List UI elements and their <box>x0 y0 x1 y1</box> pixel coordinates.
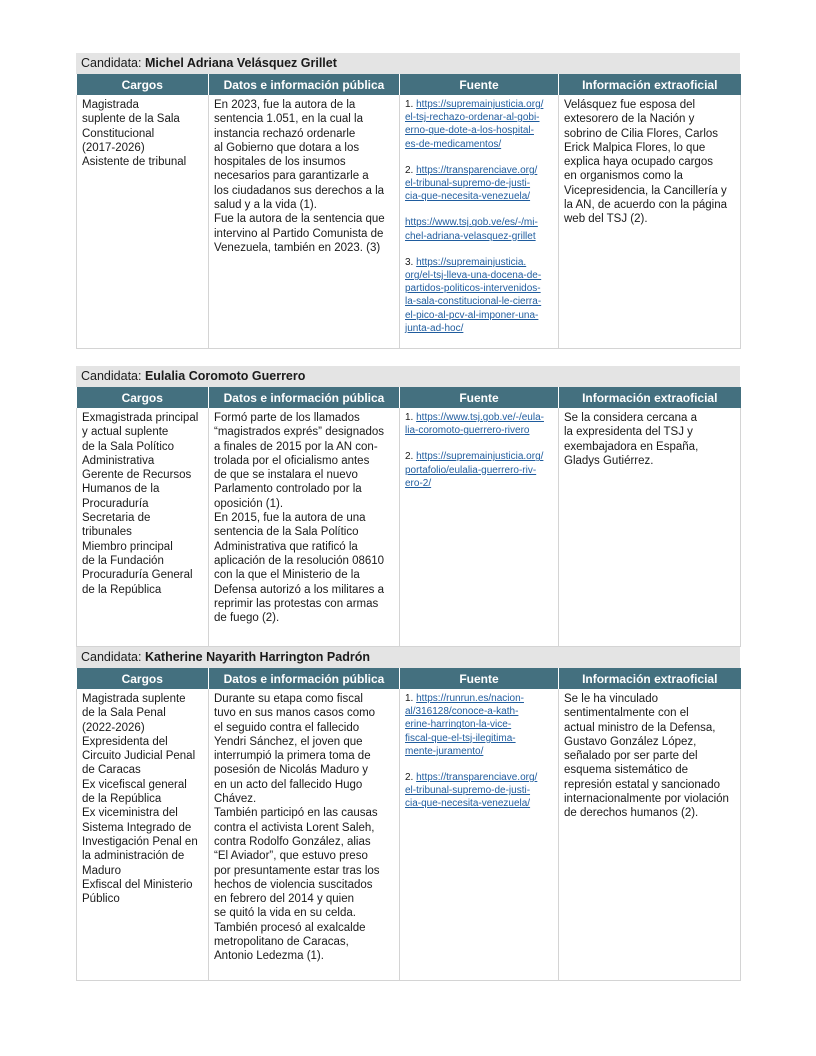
text-line: los ciudadanos sus derechos a la <box>214 184 385 197</box>
text-line: en organismos como la <box>564 170 683 183</box>
source-link[interactable]: al/316128/conoce-a-kath- <box>405 706 519 718</box>
source-link[interactable]: portafolio/eulalia-guerrero-riv- <box>405 464 537 476</box>
source-number: 3. <box>405 256 417 268</box>
text-line: Magistrada suplente <box>82 693 186 705</box>
candidate-section <box>76 366 740 646</box>
candidate-table <box>76 74 741 349</box>
text-line: en un acto del fallecido Hugo <box>214 778 363 791</box>
text-line: Yendri Sánchez, el joven que <box>214 735 363 748</box>
text-line: de la Sala Político <box>82 440 175 453</box>
text-line: en febrero del 2014 y quien <box>214 893 355 906</box>
text-line: por presuntamente estar tras los <box>214 864 380 877</box>
text-line: trolada por el oficialismo antes <box>214 454 370 467</box>
source-link[interactable]: cia-que-necesita-venezuela/ <box>405 798 531 810</box>
header-extraoficial: Información extraoficial <box>559 74 741 95</box>
source-link[interactable]: ero-2/ <box>405 477 432 489</box>
text-line: Gladys Gutiérrez. <box>564 454 654 467</box>
text-line: Fue la autora de la sentencia que <box>214 213 385 226</box>
text-line: esquema sistemático de <box>564 764 689 777</box>
text-line: Administrativa que ratificó la <box>214 540 358 553</box>
header-datos: Datos e información pública <box>209 668 400 689</box>
text-line: Ex viceministra del <box>82 807 178 820</box>
text-line: exembajadora en España, <box>564 440 699 453</box>
text-line: Magistrada <box>82 99 139 111</box>
text-line: Se le ha vinculado <box>564 693 658 705</box>
extraoficial-cell <box>559 689 741 981</box>
text-line: oposición (1). <box>214 497 284 510</box>
datos-cell <box>209 95 400 349</box>
text-line: Erick Malpica Flores, lo que <box>564 141 706 154</box>
source-number: 1. <box>405 99 417 110</box>
text-line: a finales de 2015 por la AN con- <box>214 440 378 453</box>
source-link[interactable]: org/el-tsj-lleva-una-docena-de- <box>405 270 542 282</box>
candidate-section <box>76 647 740 980</box>
text-line: metropolitano de Caracas, <box>214 936 349 949</box>
text-line: Exmagistrada principal <box>82 412 199 424</box>
text-line: con la que el Ministerio de la <box>214 569 360 582</box>
text-line: de fuego (2). <box>214 612 280 625</box>
extraoficial-cell <box>559 95 741 349</box>
text-line: Expresidenta del <box>82 735 168 748</box>
text-line: la expresidenta del TSJ y <box>564 426 693 439</box>
source-item <box>405 771 553 811</box>
text-line: También procesó al exalcalde <box>214 921 366 934</box>
text-line: “El Aviador”, que estuvo preso <box>214 850 368 863</box>
candidate-bar <box>76 647 740 668</box>
datos-cell <box>209 408 400 647</box>
text-line: sobrino de Cilia Flores, Carlos <box>564 127 719 140</box>
source-item <box>405 256 553 335</box>
source-link[interactable]: el-tribunal-supremo-de-justi- <box>405 785 531 797</box>
source-link[interactable]: erine-harrington-la-vice- <box>405 719 512 731</box>
text-line: la AN, de acuerdo con la página <box>564 199 728 212</box>
text-line: al Gobierno que dotara a los <box>214 141 360 154</box>
text-line: interrumpió la primera toma de <box>214 750 371 763</box>
text-line: Durante su etapa como fiscal <box>214 693 363 705</box>
source-link[interactable]: https://supremainjusticia.org/ <box>416 451 544 463</box>
source-number: 1. <box>405 693 417 704</box>
candidate-table <box>76 387 741 647</box>
source-number: 2. <box>405 772 417 784</box>
text-line: “magistrados exprés” designados <box>214 426 385 439</box>
source-link[interactable]: https://transparenciave.org/ <box>416 772 538 784</box>
text-line: sentimentalmente con el <box>564 707 689 720</box>
candidate-label: Candidata: <box>81 650 145 664</box>
text-line: actual ministro de la Defensa, <box>564 721 716 734</box>
fuente-cell <box>400 95 559 349</box>
source-item <box>405 216 553 242</box>
source-link[interactable]: lia-coromoto-guerrero-rivero <box>405 425 530 437</box>
text-line: se quitó la vida en su celda. <box>214 907 356 920</box>
text-line: de la Sala Penal <box>82 707 166 720</box>
source-link[interactable]: partidos-politicos-intervenidos- <box>405 283 541 295</box>
header-fuente: Fuente <box>400 668 559 689</box>
text-line: reprimir las protestas con armas <box>214 597 379 610</box>
header-datos: Datos e información pública <box>209 74 400 95</box>
text-line: (2022-2026) <box>82 721 145 734</box>
text-line: Asistente de tribunal <box>82 156 187 169</box>
extraoficial-cell <box>559 408 741 647</box>
source-link[interactable]: https://www.tsj.gob.ve/es/-/mi- <box>405 217 538 229</box>
text-line: Formó parte de los llamados <box>214 412 360 424</box>
header-fuente: Fuente <box>400 74 559 95</box>
text-line: instancia rechazó ordenarle <box>214 127 356 140</box>
text-line: Secretaria de <box>82 512 151 525</box>
text-line: represión estatal y sancionado <box>564 778 720 791</box>
source-link[interactable]: https://runrun.es/nacion- <box>416 693 524 704</box>
source-item <box>405 164 553 204</box>
text-line: el seguido contra el fallecido <box>214 721 360 734</box>
source-link[interactable]: el-tribunal-supremo-de-justi- <box>405 178 531 190</box>
text-line: También participó en las causas <box>214 807 378 820</box>
text-line: tribunales <box>82 526 132 539</box>
text-line: de la Fundación <box>82 554 164 567</box>
text-line: Se la considera cercana a <box>564 412 697 424</box>
header-datos: Datos e información pública <box>209 387 400 408</box>
text-line: de derechos humanos (2). <box>564 807 699 820</box>
fuente-cell <box>400 689 559 981</box>
text-line: internacionalmente por violación <box>564 793 729 806</box>
text-line: Sistema Integrado de <box>82 821 192 834</box>
text-line: En 2015, fue la autora de una <box>214 512 366 525</box>
source-link[interactable]: https://www.tsj.gob.ve/-/eula- <box>416 412 544 423</box>
text-line: sentencia 1.051, en la cual la <box>214 113 363 126</box>
candidate-name: Katherine Nayarith Harrington Padrón <box>144 650 370 664</box>
text-line: extesorero de la Nación y <box>564 113 695 126</box>
text-line: Investigación Penal en <box>82 835 198 848</box>
text-line: de Caracas <box>82 764 141 777</box>
source-number: 2. <box>405 451 417 463</box>
text-line: contra el activista Lorent Saleh, <box>214 821 375 834</box>
text-line: suplente de la Sala <box>82 113 180 126</box>
text-line: de la República <box>82 583 162 596</box>
text-line: (2017-2026) <box>82 141 145 154</box>
candidate-name: Eulalia Coromoto Guerrero <box>144 369 306 383</box>
text-line: Maduro <box>82 864 121 877</box>
text-line: Gustavo González López, <box>564 735 697 748</box>
source-link[interactable]: fiscal-que-el-tsj-ilegitima- <box>405 732 516 744</box>
text-line: Defensa autorizó a los militares a <box>214 583 385 596</box>
header-extraoficial: Información extraoficial <box>559 387 741 408</box>
text-line: y actual suplente <box>82 426 169 439</box>
source-item <box>405 692 553 758</box>
text-line: hechos de violencia suscitados <box>214 878 373 891</box>
text-line: Antonio Ledezma (1). <box>214 950 324 963</box>
text-line: la administración de <box>82 850 185 863</box>
text-line: Gerente de Recursos <box>82 469 192 482</box>
candidate-section <box>76 53 740 345</box>
source-link[interactable]: https://supremainjusticia.org/ <box>416 99 544 110</box>
text-line: Humanos de la <box>82 483 160 496</box>
candidate-bar <box>76 53 740 74</box>
source-link[interactable]: cia-que-necesita-venezuela/ <box>405 191 531 203</box>
text-line: Velásquez fue esposa del <box>564 99 696 111</box>
text-line: contra Rodolfo González, alias <box>214 835 371 848</box>
text-line: hospitales de los insumos <box>214 156 346 169</box>
text-line: web del TSJ (2). <box>564 213 648 226</box>
datos-cell <box>209 689 400 981</box>
source-link[interactable]: https://transparenciave.org/ <box>416 164 538 176</box>
candidate-label: Candidata: <box>81 369 145 383</box>
text-line: Procuraduría General <box>82 569 193 582</box>
text-line: Exfiscal del Ministerio <box>82 878 193 891</box>
source-link[interactable]: el-tsj-rechazo-ordenar-al-gobi- <box>405 112 540 124</box>
source-number: 2. <box>405 164 417 176</box>
text-line: Ex vicefiscal general <box>82 778 187 791</box>
source-number: 1. <box>405 412 417 423</box>
text-line: Vicepresidencia, la Cancillería y <box>564 184 727 197</box>
source-link[interactable]: es-de-medicamentos/ <box>405 138 502 150</box>
text-line: Procuraduría <box>82 497 149 510</box>
text-line: posesión de Nicolás Maduro y <box>214 764 369 777</box>
text-line: necesarios para garantizarle a <box>214 170 369 183</box>
text-line: de la República <box>82 793 162 806</box>
source-item <box>405 450 553 490</box>
text-line: Chávez. <box>214 793 257 806</box>
header-cargos: Cargos <box>77 74 209 95</box>
source-link[interactable]: mente-juramento/ <box>405 745 484 757</box>
text-line: aplicación de la resolución 08610 <box>214 554 385 567</box>
source-link[interactable]: junta-ad-hoc/ <box>405 322 464 334</box>
candidate-label: Candidata: <box>81 56 145 70</box>
source-link[interactable]: la-sala-constitucional-le-cierra- <box>405 296 542 308</box>
text-line: explica haya ocupado cargos <box>564 156 713 169</box>
text-line: Público <box>82 893 120 906</box>
text-line: señalado por ser parte del <box>564 750 698 763</box>
source-link[interactable]: https://supremainjusticia. <box>416 256 527 268</box>
source-item <box>405 411 553 437</box>
fuente-cell <box>400 408 559 647</box>
source-link[interactable]: chel-adriana-velasquez-grillet <box>405 230 536 242</box>
header-fuente: Fuente <box>400 387 559 408</box>
header-extraoficial: Información extraoficial <box>559 668 741 689</box>
cargos-cell <box>77 408 209 647</box>
source-item <box>405 98 553 151</box>
header-cargos: Cargos <box>77 387 209 408</box>
text-line: sentencia de la Sala Político <box>214 526 359 539</box>
text-line: Venezuela, también en 2023. (3) <box>214 241 381 254</box>
text-line: Constitucional <box>82 127 155 140</box>
text-line: En 2023, fue la autora de la <box>214 99 356 111</box>
source-link[interactable]: erno-que-dote-a-los-hospital- <box>405 125 534 137</box>
text-line: intervino al Partido Comunista de <box>214 227 384 240</box>
candidate-bar <box>76 366 740 387</box>
text-line: Miembro principal <box>82 540 173 553</box>
text-line: Administrativa <box>82 454 155 467</box>
candidate-table <box>76 668 741 981</box>
cargos-cell <box>77 689 209 981</box>
text-line: de que se instalara el nuevo <box>214 469 358 482</box>
cargos-cell <box>77 95 209 349</box>
text-line: Parlamento controlado por la <box>214 483 362 496</box>
text-line: salud y a la vida (1). <box>214 199 317 212</box>
source-link[interactable]: el-pico-al-pcv-al-imponer-una- <box>405 309 539 321</box>
text-line: tuvo en sus manos casos como <box>214 707 376 720</box>
header-cargos: Cargos <box>77 668 209 689</box>
candidate-name: Michel Adriana Velásquez Grillet <box>144 56 337 70</box>
text-line: Circuito Judicial Penal <box>82 750 196 763</box>
